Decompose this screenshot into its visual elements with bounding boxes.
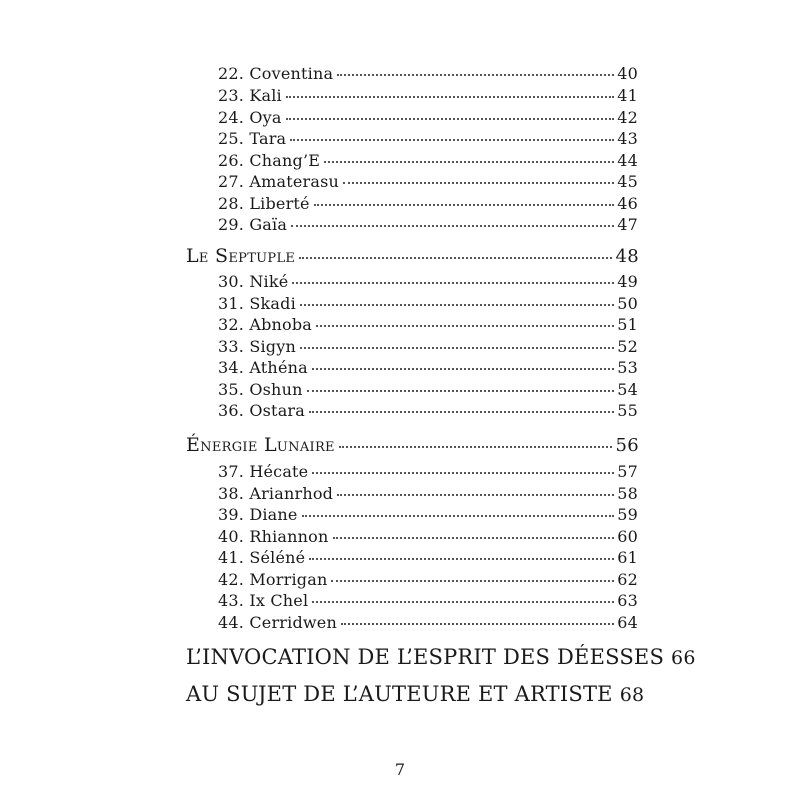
toc-entry-title: 37. Hécate (218, 462, 309, 481)
toc-entry-page: 40 (617, 64, 638, 83)
toc-entry-page: 47 (617, 215, 638, 234)
toc-entry-page: 57 (617, 462, 638, 481)
toc-entry (218, 527, 638, 549)
toc-entry-title: 25. Tara (218, 129, 287, 148)
dot-leader (286, 96, 614, 98)
dot-leader (316, 325, 614, 327)
toc-section-heading (186, 434, 639, 460)
toc-section-page: 68 (619, 684, 645, 706)
toc-entry-title: 38. Arianrhod (218, 484, 334, 503)
dot-leader (312, 601, 614, 603)
dot-leader (309, 411, 614, 413)
toc-entry-page: 63 (617, 591, 638, 610)
toc-entry (218, 505, 638, 527)
toc-entry-page: 54 (617, 380, 638, 399)
toc-section-page: 48 (615, 246, 639, 267)
dot-leader (286, 118, 615, 120)
toc-entry (218, 570, 638, 592)
toc-entry-page: 42 (617, 108, 638, 127)
toc-entry-page: 43 (617, 129, 638, 148)
toc-entry-title: 32. Abnoba (218, 315, 313, 334)
toc-entry (218, 380, 638, 402)
toc-entry (218, 194, 638, 216)
dot-leader (312, 472, 614, 474)
toc-entry-page: 41 (617, 86, 638, 105)
toc-entry-page: 62 (617, 570, 638, 589)
dot-leader (309, 558, 614, 560)
toc-entry-page: 50 (617, 294, 638, 313)
toc-entry-title: 29. Gaïa (218, 215, 288, 234)
toc-entry-title: 44. Cerridwen (218, 613, 337, 632)
toc-entry-page: 44 (617, 151, 638, 170)
dot-leader (307, 390, 615, 392)
toc-entry-page: 49 (617, 272, 638, 291)
toc-entry-page: 45 (617, 172, 638, 191)
toc-entry (218, 315, 638, 337)
toc-entry-page: 60 (617, 527, 638, 546)
toc-entry-title: 39. Diane (218, 505, 298, 524)
toc-entry (218, 462, 638, 484)
toc-entry-page: 53 (617, 358, 638, 377)
dot-leader (292, 282, 614, 284)
toc-entry (218, 108, 638, 130)
dot-leader (302, 515, 615, 517)
page-number: 7 (394, 760, 406, 779)
dot-leader (337, 494, 614, 496)
toc-section-heading (186, 682, 645, 712)
toc-entry (218, 591, 638, 613)
toc-entry (218, 86, 638, 108)
toc-section-heading (186, 645, 696, 675)
toc-entry-title: 23. Kali (218, 86, 282, 105)
toc-entry-title: 43. Ix Chel (218, 591, 309, 610)
dot-leader (343, 182, 614, 184)
toc-entry-title: 35. Oshun (218, 380, 303, 399)
toc-entry-page: 59 (617, 505, 638, 524)
toc-entry (218, 129, 638, 151)
toc-entry-title: 27. Amaterasu (218, 172, 339, 191)
dot-leader (333, 537, 615, 539)
dot-leader (341, 623, 614, 625)
dot-leader (300, 347, 614, 349)
toc-entry-page: 55 (617, 401, 638, 420)
toc-entry-title: 34. Athéna (218, 358, 308, 377)
toc-entry (218, 548, 638, 570)
dot-leader (299, 257, 612, 259)
toc-entry-title: 36. Ostara (218, 401, 306, 420)
toc-entry (218, 337, 638, 359)
toc-entry-title: 30. Niké (218, 272, 289, 291)
toc-entry (218, 358, 638, 380)
dot-leader (331, 580, 614, 582)
toc-entry-page: 52 (617, 337, 638, 356)
toc-entry (218, 172, 638, 194)
dot-leader (339, 446, 613, 448)
toc-section-title: AU SUJET DE L’AUTEURE ET ARTISTE (186, 682, 613, 706)
dot-leader (314, 204, 615, 206)
toc-section-title: Le Septuple (186, 245, 296, 267)
toc-entry-title: 31. Skadi (218, 294, 296, 313)
dot-leader (290, 139, 614, 141)
toc-entry (218, 294, 638, 316)
dot-leader (324, 161, 614, 163)
toc-section-heading (186, 245, 639, 271)
toc-entry (218, 613, 638, 635)
toc-entry-title: 26. Chang’E (218, 151, 321, 170)
toc-entry-page: 51 (617, 315, 638, 334)
toc-section-page: 66 (671, 647, 696, 669)
toc-entry-title: 28. Liberté (218, 194, 310, 213)
toc-entry (218, 401, 638, 423)
toc-entry (218, 151, 638, 173)
toc-entry-title: 41. Séléné (218, 548, 306, 567)
toc-entry (218, 215, 638, 237)
toc-entry-page: 64 (617, 613, 638, 632)
toc-entry (218, 64, 638, 86)
toc-entry (218, 484, 638, 506)
toc-section-title: L’INVOCATION DE L’ESPRIT DES DÉESSES (186, 645, 665, 669)
dot-leader (337, 74, 614, 76)
toc-entry-title: 42. Morrigan (218, 570, 328, 589)
toc-entry-title: 22. Coventina (218, 64, 334, 83)
toc-entry-page: 46 (617, 194, 638, 213)
toc-entry-page: 61 (617, 548, 638, 567)
dot-leader (300, 304, 614, 306)
toc-entry-title: 24. Oya (218, 108, 282, 127)
dot-leader (312, 368, 614, 370)
dot-leader (291, 225, 614, 227)
toc-section-page: 56 (615, 435, 639, 456)
toc-entry-page: 58 (617, 484, 638, 503)
toc-entry-title: 40. Rhiannon (218, 527, 329, 546)
toc-entry-title: 33. Sigyn (218, 337, 296, 356)
toc-section-title: Énergie Lunaire (186, 434, 335, 456)
toc-entry (218, 272, 638, 294)
